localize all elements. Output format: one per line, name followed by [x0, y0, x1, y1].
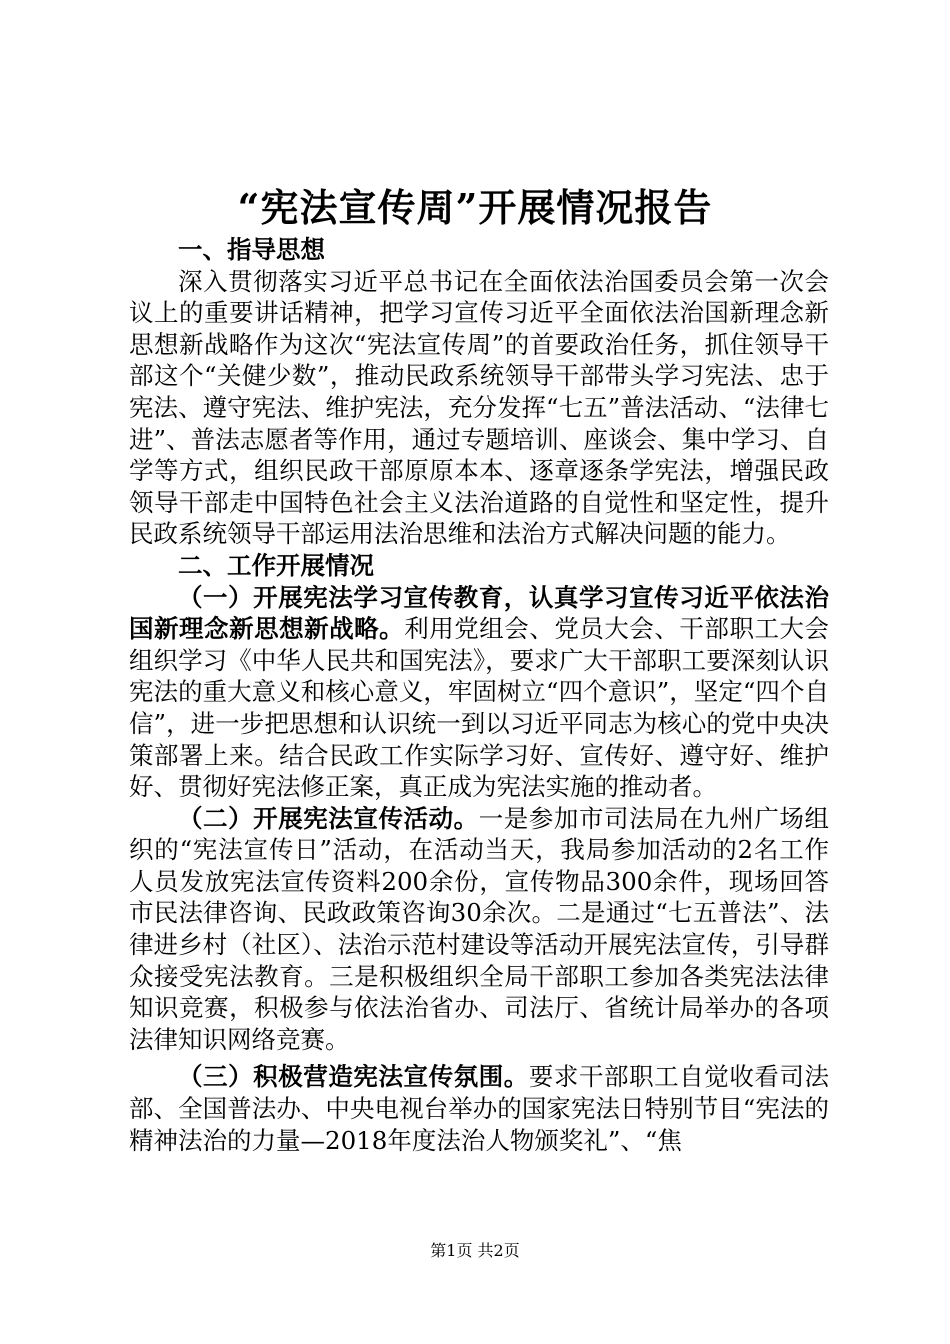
document-body [129, 234, 829, 1156]
item-3-body: 要求干部职工自觉收看司法部、全国普法办、中央电视台举办的国家宪法日特别节目“宪法的精神法治的力量—2018年度法治人物颁奖礼”、“焦 [129, 1062, 830, 1155]
paragraph-item-2 [129, 803, 829, 1056]
section-heading-guiding-ideology: 一、指导思想 [178, 235, 325, 264]
item-3-lead: （三）积极营造宪法宣传氛围。 [178, 1062, 529, 1092]
section-heading-work-progress: 二、工作开展情况 [178, 550, 374, 580]
item-1-body: 利用党组会、党员大会、干部职工大会组织学习《中华人民共和国宪法》，要求广大干部职工要深刻认识宪法的重大意义和核心意义，牢固树立“四个意识”，坚定“四个自信”，进一步把思想和认识统一到以习近平同志为核心的党中央决策部署上来。结合民政工作实际学习好、宣传好、遵守好、维护好、贯彻好宪法修正案，真正成为宪法实施的推动者。 [129, 614, 829, 802]
paragraph-guiding-ideology: 深入贯彻落实习近平总书记在全面依法治国委员会第一次会议上的重要讲话精神，把学习宣传习近平全面依法治国新理念新思想新战略作为这次“宪法宣传周”的首要政治任务，抓住领导干部这个“关健少数”，推动民政系统领导干部带头学习宪法、忠于宪法、遵守宪法、维护宪法，充分发挥“七五”普法活动、“法律七进”、普法志愿者等作用，通过专题培训、座谈会、集中学习、自学等方式，组织民政干部原原本本、逐章逐条学宪法，增强民政领导干部走中国特色社会主义法治道路的自觉性和坚定性，提升民政系统领导干部运用法治思维和法治方式解决问题的能力。 [129, 266, 829, 549]
document-title: “宪法宣传周”开展情况报告 [237, 185, 713, 230]
paragraph-item-1 [129, 582, 829, 803]
item-1-lead: （一）开展宪法学习宣传教育，认真学习宣传习近平依法治国新理念新思想新战略。 [129, 582, 829, 644]
item-2-body: 一是参加市司法局在九州广场组织的“宪法宣传日”活动，在活动当天，我局参加活动的2名工作人员发放宪法宣传资料200余份，宣传物品300余件，现场回答市民法律咨询、民政政策咨询30余次。二是通过“七五普法”、法律进乡村（社区）、法治示范村建设等活动开展宪法宣传，引导群众接受宪法教育。三是积极组织全局干部职工参加各类宪法法律知识竞赛，积极参与依法治省办、司法厅、省统计局举办的各项法律知识网络竞赛。 [129, 803, 829, 1054]
paragraph-item-3 [129, 1061, 829, 1156]
page-footer: 第1页 共2页 [430, 1241, 520, 1260]
item-2-lead: （二）开展宪法宣传活动。 [178, 803, 479, 833]
